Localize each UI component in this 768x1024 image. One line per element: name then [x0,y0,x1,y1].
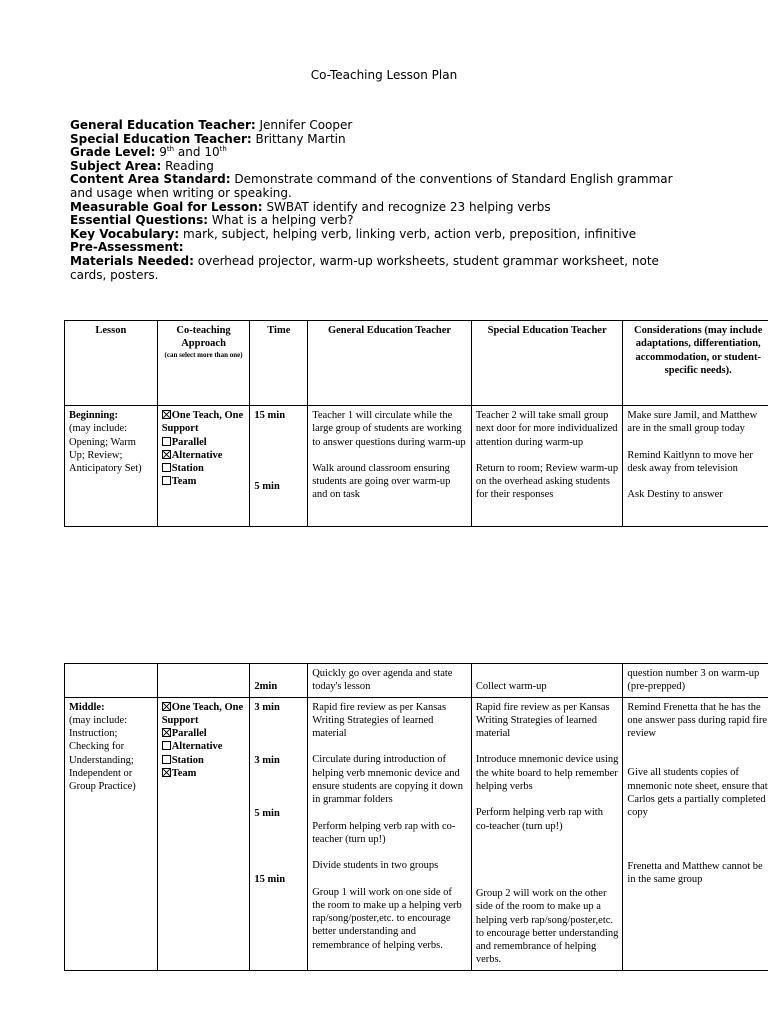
continuation-time: 2min [254,681,278,693]
checkbox-unchecked-icon[interactable] [162,741,171,750]
middle-time-2: 3 min [254,754,280,766]
checkbox-unchecked-icon[interactable] [162,755,171,764]
approach-station[interactable] [162,462,246,475]
essential-questions-value: What is a helping verb? [211,213,354,228]
beginning-time-2: 5 min [254,481,280,493]
middle-gen-ed-4: Divide students in two groups [312,860,439,872]
beginning-sped-cell [471,406,623,527]
middle-gen-ed-2: Circulate during introduction of helping verb mnemonic device and ensure students are copying it down in grammar folders [312,754,463,806]
beginning-gen-ed-2: Walk around classroom ensuring students are going over warm-up and on task [312,462,451,501]
checkbox-checked-icon[interactable] [162,768,171,777]
middle-description: (may include: Instruction; Checking for Understanding; Independent or Group Practice) [69,714,136,793]
middle-gen-ed-3: Perform helping verb rap with co-teacher (turn up!) [312,820,456,845]
middle-sped-2: Introduce mnemonic device using the white board to help remember helping verbs [475,754,619,793]
gen-ed-teacher-value: Jennifer Cooper [259,118,353,132]
middle-consideration-2: Give all students copies of mnemonic note sheet, ensure that Carlos gets a partially completed copy [627,767,768,819]
middle-gen-ed-1: Rapid fire review as per Kansas Writing Strategies of learned material [312,701,447,740]
beginning-row [65,406,768,527]
approach-team[interactable] [162,475,246,488]
beginning-consideration-2: Remind Kaitlynn to move her desk away from television [627,449,753,474]
checkbox-unchecked-icon[interactable] [162,476,171,485]
approach-team[interactable] [162,767,246,780]
grade-9: 9 [159,145,167,160]
subject-area-value: Reading [165,158,214,173]
materials-label: Materials Needed: [70,253,194,268]
subject-area-label: Subject Area: [70,158,162,173]
approach-one-teach[interactable] [162,701,246,728]
approach-alternative[interactable] [162,449,246,462]
approach-parallel[interactable] [162,727,246,740]
beginning-lesson-cell [65,406,158,527]
header-approach-cell [157,321,250,406]
header-lesson-cell [65,321,158,406]
pre-assessment-label: Pre-Assessment: [70,240,184,255]
approach-station[interactable] [162,754,246,767]
continuation-consideration: question number 3 on warm-up (pre-prepped) [627,668,760,693]
measurable-goal-label: Measurable Goal for Lesson: [70,199,263,214]
document-title: Co-Teaching Lesson Plan [310,68,458,82]
continuation-lesson-cell [65,664,158,698]
middle-sped-cell [471,697,623,970]
lesson-header [70,119,690,282]
beginning-description: (may include: Opening; Warm Up; Review; Anticipatory Set) [69,423,142,475]
beginning-label: Beginning: [69,410,119,421]
header-lesson: Lesson [95,325,127,336]
approach-label: Station [171,754,204,766]
continuation-gen-ed: Quickly go over agenda and state today's lesson [312,668,453,693]
approach-parallel[interactable] [162,436,246,449]
gen-ed-teacher-label: General Education Teacher: [70,118,256,132]
content-standard-value: Demonstrate command of the conventions of Standard English grammar and usage when writing or speaking. [70,172,673,200]
measurable-goal-value: SWBAT identify and recognize 23 helping verbs [266,199,551,214]
beginning-gen-ed-1: Teacher 1 will circulate while the large group of students are working to answer questions during warm-up [312,410,466,448]
header-gen-ed-cell [308,321,472,406]
middle-time-1: 3 min [254,701,280,713]
middle-approach-cell [157,697,250,970]
essential-questions-label: Essential Questions: [70,213,209,228]
beginning-considerations-cell [623,406,768,527]
header-gen-ed-teacher: General Education Teacher [327,325,452,336]
beginning-sped-2: Return to room; Review warm-up on the overhead asking students for their responses [475,462,619,501]
checkbox-checked-icon[interactable] [162,702,171,711]
essential-questions-row [70,214,690,228]
middle-consideration-1: Remind Frenetta that he has the one answer pass during rapid fire review [627,701,768,740]
grade-9-suffix: th [166,145,175,154]
materials-value: overhead projector, warm-up worksheets, student grammar worksheet, note cards, posters. [70,253,659,282]
lesson-plan-table-beginning [64,320,768,527]
subject-area-row [70,160,690,174]
middle-gen-ed-cell [308,697,472,970]
beginning-gen-ed-cell [308,406,472,527]
checkbox-checked-icon[interactable] [162,410,171,419]
middle-time-cell [250,697,308,970]
grade-10: and 10 [177,145,220,160]
header-sped-teacher: Special Education Teacher [487,325,607,336]
continuation-time-cell [250,664,308,698]
approach-label: Parallel [171,728,207,740]
approach-label: Team [171,768,197,780]
middle-consideration-3: Frenetta and Matthew cannot be in the same group [627,860,763,885]
measurable-goal-row [70,201,690,215]
header-considerations-cell [623,321,768,406]
lesson-plan-table-middle [64,663,768,971]
pre-assessment-row [70,241,690,255]
grade-level-label: Grade Level: [70,145,156,160]
middle-label: Middle: [69,701,105,713]
content-standard-row [70,173,690,200]
checkbox-checked-icon[interactable] [162,450,171,459]
beginning-sped-1: Teacher 2 will take small group next door for more individualized attention during warm-up [475,410,618,448]
sped-teacher-row [70,133,690,147]
header-time-cell [250,321,308,406]
approach-label: One Teach, One Support [161,410,244,435]
middle-lesson-cell [65,697,158,970]
middle-time-3: 5 min [254,808,280,820]
sped-teacher-value: Brittany Martin [255,131,346,146]
beginning-time-1: 15 min [254,410,286,421]
table-header-row [65,321,768,406]
grade-10-suffix: th [219,145,227,154]
continuation-approach-cell [157,664,250,698]
middle-gen-ed-5: Group 1 will work on one side of the room to make up a helping verb rap/song/poster,etc. to encourage better understanding and remembrance of helping verbs. [312,886,462,951]
header-approach: Co-teaching Approach [176,325,231,350]
approach-label: Alternative [171,449,223,461]
header-approach-note: (can select more than one) [164,350,243,359]
beginning-consideration-1: Make sure Jamil, and Matthew are in the small group today [627,410,758,435]
header-time: Time [267,325,291,336]
checkbox-unchecked-icon[interactable] [162,437,171,446]
beginning-approach-cell [157,406,250,527]
approach-label: Parallel [171,436,207,448]
middle-sped-1: Rapid fire review as per Kansas Writing Strategies of learned material [475,701,610,740]
materials-row [70,255,690,282]
approach-label: Station [171,463,204,475]
approach-label: Team [171,476,197,488]
beginning-time-cell [250,406,308,527]
middle-time-4: 15 min [254,874,286,886]
gen-ed-teacher-row [70,119,690,133]
sped-teacher-label: Special Education Teacher: [70,131,252,146]
header-considerations: Considerations (may include adaptations, differentiation, accommodation, or student- specific needs). [634,325,763,376]
beginning-consideration-3: Ask Destiny to answer [627,489,723,501]
continuation-sped: Collect warm-up [475,681,547,693]
approach-label: One Teach, One Support [161,701,244,726]
middle-considerations-cell [623,697,768,970]
key-vocabulary-row [70,228,690,242]
approach-label: Alternative [171,741,223,753]
content-standard-label: Content Area Standard: [70,172,231,187]
header-sped-cell [471,321,623,406]
continuation-sped-cell [471,664,623,698]
checkbox-unchecked-icon[interactable] [162,463,171,472]
checkbox-checked-icon[interactable] [162,728,171,737]
grade-level-row [70,146,690,160]
middle-row [65,697,768,970]
middle-sped-4: Group 2 will work on the other side of the room to make up a helping verb rap/song/poster,etc. to encourage better understanding and remembrance of helping verbs. [475,887,619,966]
approach-one-teach[interactable] [162,409,246,436]
key-vocabulary-value: mark, subject, helping verb, linking verb, action verb, preposition, infinitive [183,226,637,241]
continuation-gen-ed-cell [308,664,472,698]
middle-sped-3: Perform helping verb rap with co-teacher (turn up!) [475,807,603,832]
key-vocabulary-label: Key Vocabulary: [70,226,180,241]
approach-alternative[interactable] [162,740,246,753]
continuation-considerations-cell [623,664,768,698]
continuation-row [65,664,768,698]
